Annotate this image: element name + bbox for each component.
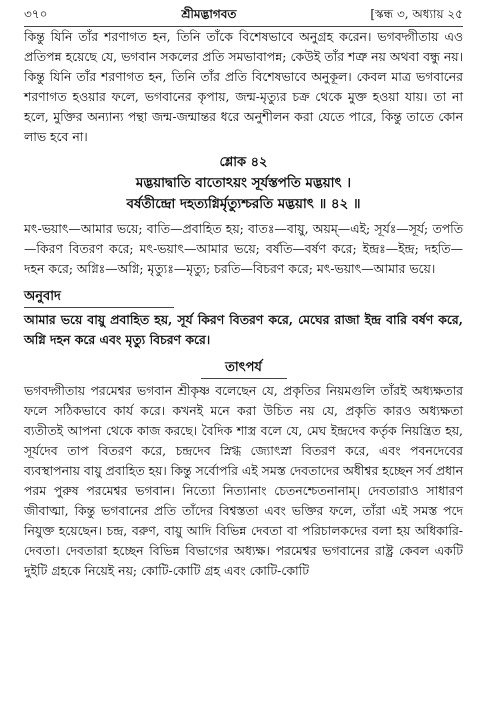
purport-divider [201, 378, 287, 379]
translation-text: আমার ভয়ে বায়ু প্রবাহিত হয়, সূর্য কিরণ বিতরণ করে, মেঘের রাজা ইন্দ্র বারি বর্ষণ করে, অগ্নি দহন করে এবং মৃত্যু বিচরণ করে। [24, 312, 463, 347]
verse-heading: শ্লোক ৪২ [219, 155, 268, 170]
intro-paragraph: কিন্তু যিনি তাঁর শরণাগত হন, তিনি তাঁকে বিশেষভাবে অনুগ্রহ করেন। ভগবদ্গীতায় এও প্রতিপন্ন হয়েছে যে, ভগবান সকলের প্রতি সমভাবাপন্ন; কেউই তাঁর শত্রু নয় অথবা বন্ধু নয়। কিন্তু যিনি তাঁর শরণাগত হন, তিনি তাঁর প্রতি বিশেষভাবে অনুকূল। কেবল মাত্র ভগবানের শরণাগত হওয়ার ফলে, ভগবানের কৃপায়, জন্ম-মৃত্যুর চক্র থেকে মুক্ত হওয়া যায়। তা না হলে, মুক্তির অন্যান্য পন্থা জন্ম-জন্মান্তর ধরে অনুশীলন করা যেতে পারে, কিন্তু তাতে কোন লাভ হবে না। [24, 29, 463, 144]
translation-heading: অনুবাদ [24, 289, 61, 304]
book-title: শ্রীমদ্ভাগবত [181, 7, 237, 21]
purport-text: ভগবদ্গীতায় পরমেশ্বর ভগবান শ্রীকৃষ্ণ বলেছেন যে, প্রকৃতির নিয়মগুলি তাঁরই অধ্যক্ষতার ফলে সঠিকভাবে কার্য করে। কখনই মনে করা উচিত নয় যে, প্রকৃতি কারও অধ্যক্ষতা ব্যতীতই আপনা থেকে কাজ করছে। বৈদিক শাস্ত্র বলে যে, মেঘ ইন্দ্রদেব কর্তৃক নিয়ন্ত্রিত হয়, সূর্যদেব তাপ বিতরণ করে, চন্দ্রদেব স্নিগ্ধ জ্যোৎস্না বিতরণ করে, এবং পবনদেবের ব্যবস্থাপনায় বায়ু প্রবাহিত হয়। কিন্তু সর্বোপরি এই সমস্ত দেবতাদের অধীশ্বর হচ্ছেন সর্ব প্রধান পরম পুরুষ পরমেশ্বর ভগবান। নিত্যো নিত্যানাং চেতনশ্চেতনানাম্। দেবতারাও সাধারণ জীবাত্মা, কিন্তু ভগবানের প্রতি তাঁদের বিশ্বস্ততা এবং ভক্তির ফলে, তাঁরা এই সমস্ত পদে নিযুক্ত হয়েছেন। চন্দ্র, বরুণ, বায়ু আদি বিভিন্ন দেবতা বা পরিচালকদের বলা হয় অধিকারি-দেবতা। দেবতারা হচ্ছেন বিভিন্ন বিভাগের অধ্যক্ষ। পরমেশ্বর ভগবানের রাষ্ট্র কেবল একটি দুইটি গ্রহকে নিয়েই নয়; কোটি-কোটি গ্রহ এবং কোটি-কোটি [24, 383, 463, 578]
translation-divider [24, 307, 174, 308]
section-reference: [স্কন্ধ ৩, অধ্যায় ২৫ [370, 7, 463, 21]
page-header [24, 6, 463, 27]
verse-line-1: মদ্ভয়াদ্বাতি বাতোঽয়ং সূর্যস্তপতি মদ্ভয়াৎ । [135, 175, 352, 191]
synonyms-paragraph: মৎ-ভয়াৎ—আমার ভয়ে; বাতি—প্রবাহিত হয়; বাতঃ—বায়ু, অয়ম্—এই; সূর্যঃ—সূর্য; তপতি—কিরণ বিতরণ করে; মৎ-ভয়াৎ—আমার ভয়ে; বর্ষতি—বর্ষণ করে; ইন্দ্রঃ—ইন্দ্র; দহতি—দহন করে; অগ্নিঃ—অগ্নি; মৃত্যুঃ—মৃত্যু; চরতি—বিচরণ করে; মৎ-ভয়াৎ—আমার ভয়ে। [24, 221, 463, 276]
purport-heading: তাৎপর্য [225, 360, 262, 375]
verse-line-2: বর্ষতীন্দ্রো দহত্যগ্নির্মৃত্যুশ্চরতি মদ্ভয়াৎ ॥ ৪২ ॥ [126, 196, 361, 212]
page-number: ৩৭০ [24, 7, 48, 21]
